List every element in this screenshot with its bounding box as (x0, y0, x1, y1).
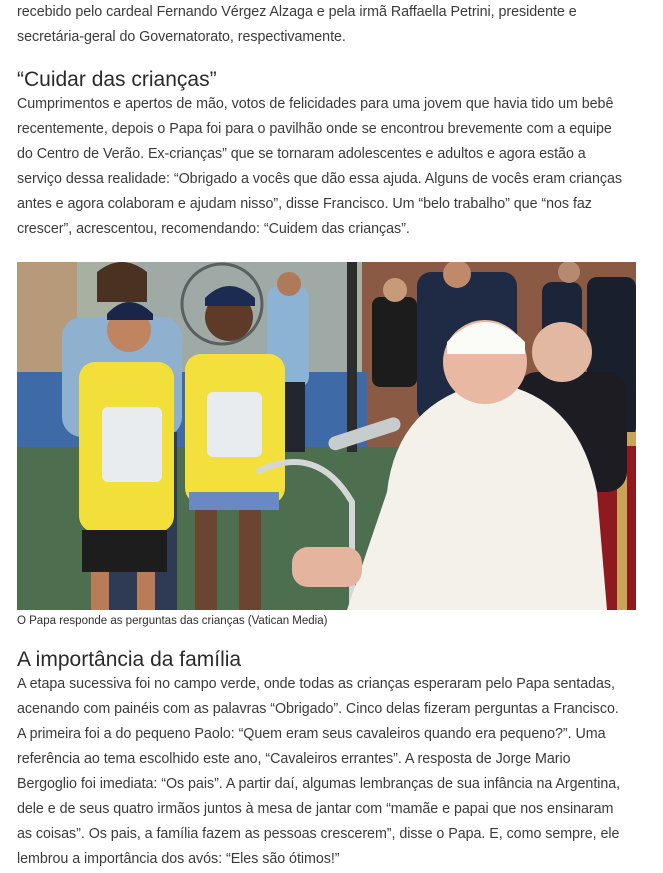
text-line: recentemente, depois o Papa foi para o pavilhão onde se encontrou brevemente com a equipe (17, 121, 612, 137)
article-photo (17, 262, 636, 610)
section-2-paragraph (17, 672, 649, 872)
photo-illustration (17, 262, 636, 610)
text-line: serviço dessa realidade: “Obrigado a vocês que dão essa ajuda. Alguns de vocês eram crianças (17, 171, 622, 187)
text-line: A primeira foi a do pequeno Paolo: “Quem eram seus cavaleiros quando era pequeno?”. Uma (17, 726, 606, 742)
section-heading-cuidar: “Cuidar das crianças” (17, 68, 217, 91)
text-line: recebido pelo cardeal Fernando Vérgez Alzaga e pela irmã Raffaella Petrini, presidente e (17, 4, 577, 20)
text-line: A etapa sucessiva foi no campo verde, onde todas as crianças esperaram pelo Papa sentadas, (17, 676, 615, 692)
text-line: secretária-geral do Governatorato, respectivamente. (17, 29, 346, 45)
text-line: acenando com painéis com as palavras “Obrigado”. Cinco delas fizeram perguntas a Francisco. (17, 701, 619, 717)
section-heading-familia: A importância da família (17, 648, 242, 671)
text-line: Bergoglio foi imediata: “Os pais”. A partir daí, algumas lembranças de sua infância na Argentina, (17, 776, 621, 792)
text-line: crescer”, acrescentou, recomendando: “Cuidem das crianças”. (17, 221, 410, 237)
text-line: dele e de seus quatro irmãos juntos à mesa de jantar com “mamãe e papai que nos ensinaram (17, 801, 614, 817)
text-line: as coisas”. Os pais, a família fazem as pessoas crescerem”, disse o Papa. E, como sempre, ele (17, 826, 620, 842)
text-line: antes e agora colaboram e ajudam nisso”, disse Francisco. Um “belo trabalho” que “nos faz (17, 196, 592, 212)
text-line: lembrou a importância dos avós: “Eles são ótimos!” (17, 851, 340, 867)
intro-paragraph (17, 0, 649, 50)
photo-caption: O Papa responde as perguntas das crianças (Vatican Media) (17, 615, 328, 627)
section-1-paragraph (17, 92, 649, 242)
text-line: referência ao tema escolhido este ano, “Cavaleiros errantes”. A resposta de Jorge Mario (17, 751, 571, 767)
text-line: Cumprimentos e apertos de mão, votos de felicidades para uma jovem que havia tido um bebê (17, 96, 614, 112)
text-line: do Centro de Verão. Ex-crianças” que se tornaram adolescentes e adultos e agora estão a (17, 146, 586, 162)
